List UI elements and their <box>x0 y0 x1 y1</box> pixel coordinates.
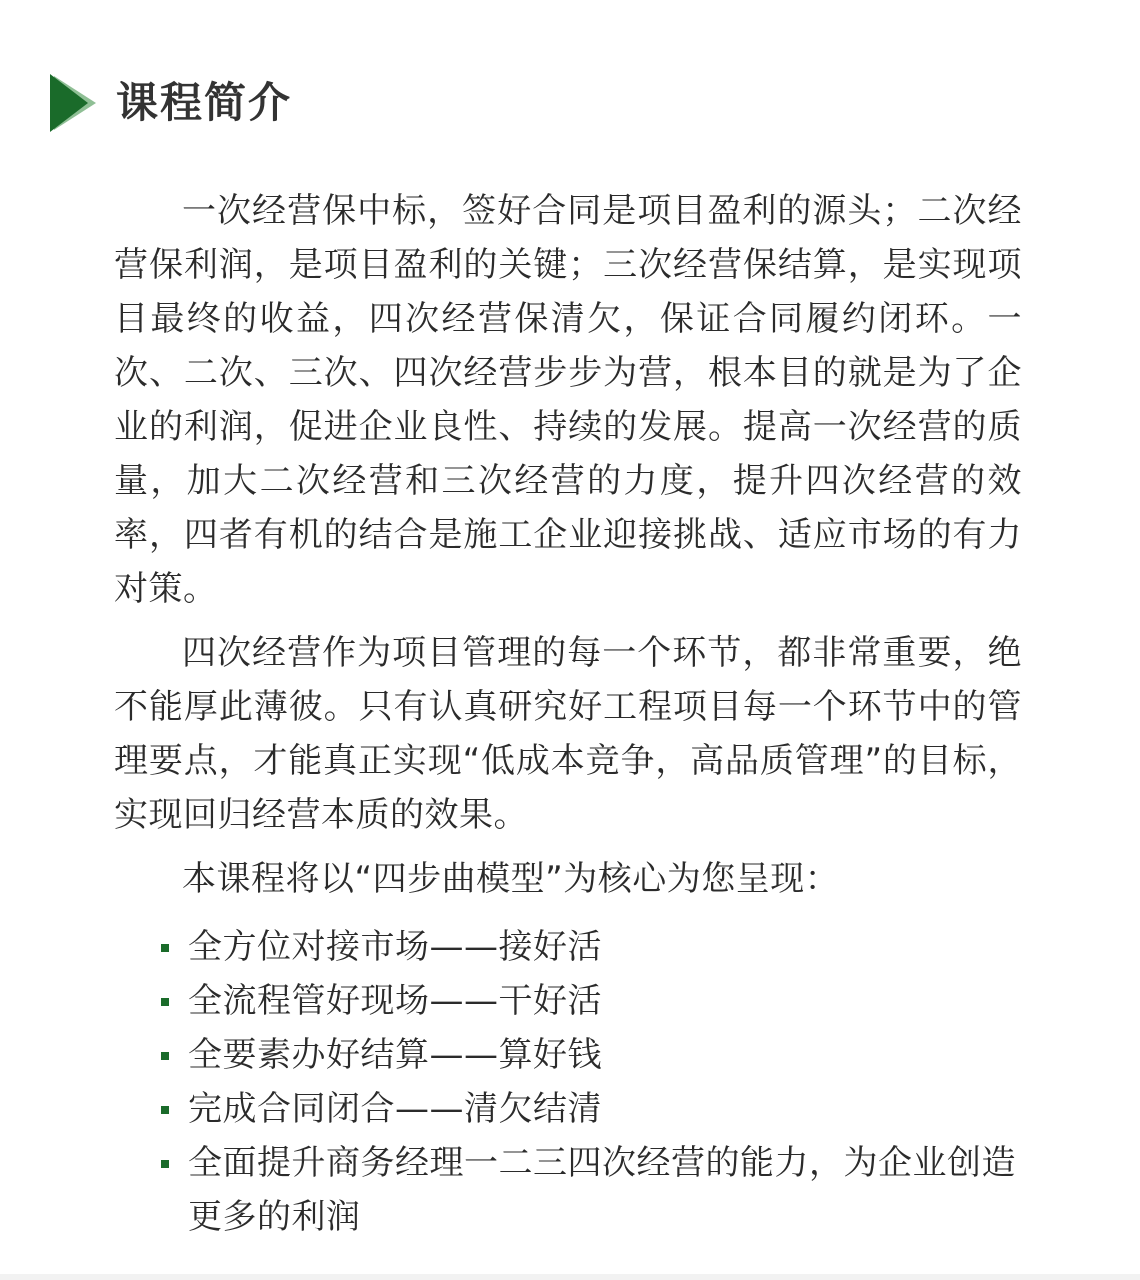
square-bullet-icon <box>161 944 169 952</box>
list-item <box>114 1136 1022 1244</box>
list-item-text: 全要素办好结算——算好钱 <box>188 1035 602 1075</box>
list-item <box>114 974 1022 1028</box>
bottom-divider <box>0 1274 1140 1280</box>
intro-paragraph: 一次经营保中标，签好合同是项目盈利的源头；二次经营保利润，是项目盈利的关键；三次经营保结算，是实现项目最终的收益，四次经营保清欠，保证合同履约闭环。一次、二次、三次、四次经营步步为营，根本目的就是为了企业的利润，促进企业良性、持续的发展。提高一次经营的质量，加大二次经营和三次经营的力度，提升四次经营的效率，四者有机的结合是施工企业迎接挑战、适应市场的有力对策。 <box>114 191 1022 609</box>
list-item-text: 全面提升商务经理一二三四次经营的能力，为企业创造更多的利润 <box>188 1143 1016 1237</box>
intro-paragraph: 四次经营作为项目管理的每一个环节，都非常重要，绝不能厚此薄彼。只有认真研究好工程项目每一个环节中的管理要点，才能真正实现“低成本竞争，高品质管理”的目标，实现回归经营本质的效果。 <box>114 633 1022 835</box>
list-item <box>114 1028 1022 1082</box>
course-intro-content <box>114 184 1022 1244</box>
list-item-text: 完成合同闭合——清欠结清 <box>188 1089 602 1129</box>
square-bullet-icon <box>161 998 169 1006</box>
list-item <box>114 920 1022 974</box>
list-item-text: 全方位对接市场——接好活 <box>188 927 602 967</box>
square-bullet-icon <box>161 1106 169 1114</box>
play-arrow-icon <box>46 70 102 136</box>
intro-paragraph: 本课程将以“四步曲模型”为核心为您呈现： <box>182 859 840 899</box>
section-header <box>46 70 292 136</box>
square-bullet-icon <box>161 1160 169 1168</box>
section-title: 课程简介 <box>116 78 293 127</box>
list-item <box>114 1082 1022 1136</box>
list-item-text: 全流程管好现场——干好活 <box>188 981 602 1021</box>
bullet-list <box>114 920 1022 1244</box>
square-bullet-icon <box>161 1052 169 1060</box>
